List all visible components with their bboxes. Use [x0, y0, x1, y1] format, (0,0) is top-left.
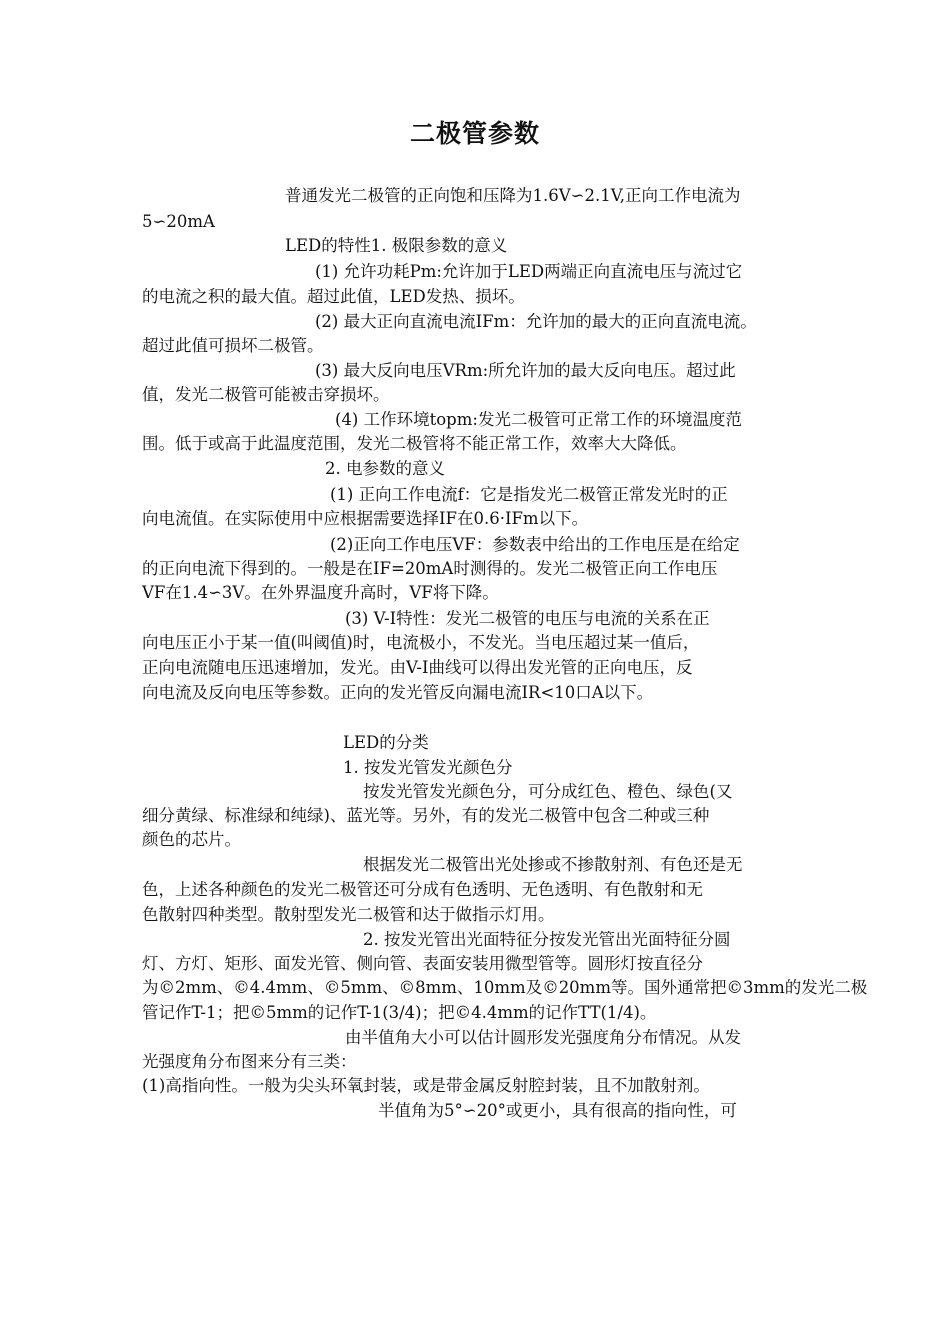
text-line: 向电流值。在实际使用中应根据需要选择IF在0.6·IFm以下。: [142, 509, 589, 528]
text-line: (1)高指向性。一般为尖头环氧封装，或是带金属反射腔封装，且不加散射剂。: [142, 1076, 710, 1095]
text-line: 按发光管发光颜色分，可分成红色、橙色、绿色(又: [363, 782, 733, 801]
text-line: 半值角为5°∽20°或更小，具有很高的指向性，可: [378, 1101, 737, 1120]
text-line: 细分黄绿、标准绿和纯绿)、蓝光等。另外，有的发光二极管中包含二种或三种: [142, 806, 710, 825]
text-line: 超过此值可损坏二极管。: [142, 336, 324, 355]
text-line: 色散射四种类型。散射型发光二极管和达于做指示灯用。: [142, 905, 555, 924]
text-line: 围。低于或高于此温度范围，发光二极管将不能正常工作，效率大大降低。: [142, 434, 687, 453]
text-line: 普通发光二极管的正向饱和压降为1.6V∽2.1V,正向工作电流为: [285, 186, 741, 205]
text-line: (3) V-I特性：发光二极管的电压与电流的关系在正: [345, 609, 710, 628]
text-line: (2) 最大正向直流电流IFm：允许加的最大的正向直流电流。: [315, 312, 757, 331]
text-line: 2. 按发光管出光面特征分按发光管出光面特征分圆: [363, 930, 731, 949]
text-line: 5∽20mA: [142, 212, 215, 231]
text-line: 正向电流随电压迅速增加，发光。由V-I曲线可以得出发光管的正向电压，反: [142, 658, 693, 677]
text-line: 由半值角大小可以估计圆形发光强度角分布情况。从发: [345, 1028, 741, 1047]
text-line: LED的特性1. 极限参数的意义: [285, 236, 508, 255]
text-line: 的电流之积的最大值。超过此值，LED发热、损坏。: [142, 287, 525, 306]
text-line: LED的分类: [343, 733, 429, 752]
text-line: 值，发光二极管可能被击穿损坏。: [142, 385, 390, 404]
text-line: 2. 电参数的意义: [325, 459, 445, 478]
text-line: 颜色的芯片。: [142, 830, 241, 849]
text-line: (3) 最大反向电压VRm:所允许加的最大反向电压。超过此: [315, 361, 736, 380]
text-line: (2)正向工作电压VF：参数表中给出的工作电压是在给定: [330, 535, 740, 554]
text-line: 1. 按发光管发光颜色分: [343, 758, 513, 777]
text-line: 根据发光二极管出光处掺或不掺散射剂、有色还是无: [363, 855, 743, 874]
text-line: 向电流及反向电压等参数。正向的发光管反向漏电流IR<10口A以下。: [142, 683, 654, 702]
text-line: 为©2mm、©4.4mm、©5mm、©8mm、10mm及©20mm等。国外通常把©3mm的发光二极: [142, 978, 868, 997]
text-line: VF在1.4∽3V。在外界温度升高时，VF将下降。: [142, 583, 499, 602]
text-line: 灯、方灯、矩形、面发光管、侧向管、表面安装用微型管等。圆形灯按直径分: [142, 954, 703, 973]
text-line: 色，上述各种颜色的发光二极管还可分成有色透明、无色透明、有色散射和无: [142, 880, 703, 899]
text-line: (4) 工作环境topm:发光二极管可正常工作的环境温度范: [335, 410, 742, 429]
text-line: (1) 正向工作电流f：它是指发光二极管正常发光时的正: [330, 485, 728, 504]
page-title: 二极管参数: [409, 119, 540, 148]
text-line: 的正向电流下得到的。一般是在IF=20mA时测得的。发光二极管正向工作电压: [142, 559, 718, 578]
text-line: (1) 允许功耗Pm:允许加于LED两端正向直流电压与流过它: [315, 262, 743, 281]
text-line: 光强度角分布图来分有三类：: [142, 1052, 357, 1071]
text-line: 向电压正小于某一值(叫阈值)时，电流极小，不发光。当电压超过某一值后，: [142, 633, 700, 652]
text-line: 管记作T-1；把©5mm的记作T-1(3/4)；把©4.4mm的记作TT(1/4)。: [142, 1003, 657, 1022]
